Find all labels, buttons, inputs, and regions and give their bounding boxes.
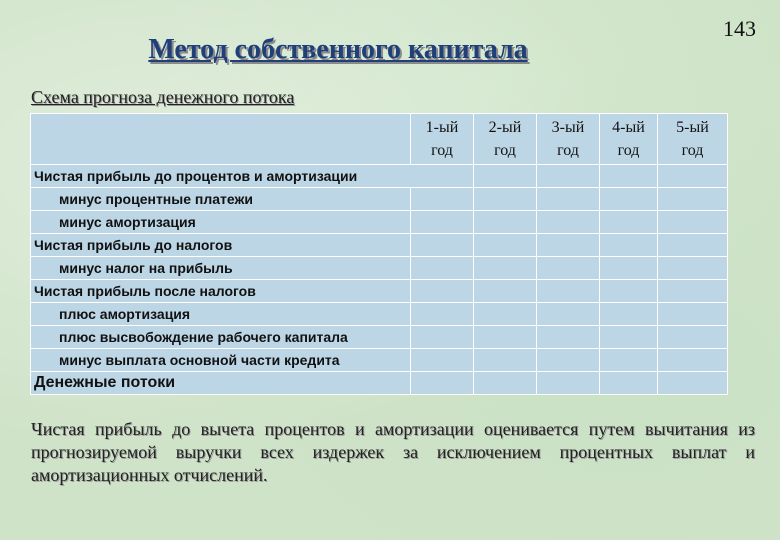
table-cell: [474, 234, 537, 257]
table-cell: [600, 349, 658, 372]
table-cell: [658, 372, 728, 395]
table-row: [31, 257, 728, 280]
table-cell: [537, 372, 600, 395]
table-cell: [600, 257, 658, 280]
table-cell: [600, 280, 658, 303]
table-cell: [537, 280, 600, 303]
table-cell: [474, 280, 537, 303]
table-cell: [411, 280, 474, 303]
year-3-header: 3-ый год: [537, 114, 600, 165]
table-cell: [411, 326, 474, 349]
table-cell: [411, 234, 474, 257]
table-cell: [537, 234, 600, 257]
table-cell: [537, 165, 600, 188]
table-cell: [411, 188, 474, 211]
table-cell: [411, 349, 474, 372]
table-row: [31, 165, 728, 188]
year-5-header: 5-ый год: [658, 114, 728, 165]
table-cell: [411, 257, 474, 280]
table-row: [31, 326, 728, 349]
table-caption: Схема прогноза денежного потока: [31, 87, 295, 107]
table-header-row: [31, 114, 728, 165]
table-row: [31, 211, 728, 234]
table-cell: [658, 234, 728, 257]
table-cell: [474, 165, 537, 188]
row-label: плюс высвобождение рабочего капитала: [31, 326, 411, 349]
row-label: минус выплата основной части кредита: [31, 349, 411, 372]
table-row: [31, 349, 728, 372]
table-cell: [411, 303, 474, 326]
table-cell: [474, 257, 537, 280]
row-label: минус налог на прибыль: [31, 257, 411, 280]
table-cell: [474, 326, 537, 349]
table-cell: [537, 188, 600, 211]
year-1-header: 1-ый год: [411, 114, 474, 165]
table-cell: [658, 165, 728, 188]
table-cell: [600, 211, 658, 234]
table-cell: [411, 372, 474, 395]
table-cell: [658, 257, 728, 280]
table-cell: [474, 211, 537, 234]
header-empty-cell: [31, 114, 411, 165]
table-cell: [600, 326, 658, 349]
table-cell: [600, 372, 658, 395]
table-cell: [474, 188, 537, 211]
table-row: [31, 280, 728, 303]
table-cell: [537, 326, 600, 349]
row-label: минус амортизация: [31, 211, 411, 234]
table-row: [31, 234, 728, 257]
table-cell: [474, 349, 537, 372]
table-cell: [600, 165, 658, 188]
table-row: [31, 303, 728, 326]
table-cell: [658, 303, 728, 326]
table-cell: [537, 349, 600, 372]
row-label: Денежные потоки: [31, 372, 411, 395]
row-label: Чистая прибыль после налогов: [31, 280, 411, 303]
row-label: плюс амортизация: [31, 303, 411, 326]
row-label: Чистая прибыль до процентов и амортизации: [31, 165, 474, 188]
table-cell: [658, 211, 728, 234]
table-cell: [658, 188, 728, 211]
table-cell: [474, 372, 537, 395]
table-cell: [658, 349, 728, 372]
table-cell: [600, 234, 658, 257]
table-cell: [537, 211, 600, 234]
year-2-header: 2-ый год: [474, 114, 537, 165]
table-row: [31, 188, 728, 211]
table-cell: [537, 303, 600, 326]
row-label: Чистая прибыль до налогов: [31, 234, 411, 257]
table-cell: [474, 303, 537, 326]
table-cell: [411, 211, 474, 234]
description-paragraph: Чистая прибыль до вычета процентов и амортизации оценивается путем вычитания из прогнозируемой выручки всех издержек за исключением процентных выплат и амортизационных отчислений.: [31, 419, 755, 485]
table-cell: [537, 257, 600, 280]
table-cell: [658, 326, 728, 349]
slide-title: Метод собственного капитала: [148, 34, 528, 65]
table-cell: [600, 303, 658, 326]
row-label: минус процентные платежи: [31, 188, 411, 211]
year-4-header: 4-ый год: [600, 114, 658, 165]
page-number: 143: [723, 16, 756, 41]
cash-flow-table: [30, 113, 728, 395]
table-cell: [658, 280, 728, 303]
table-row: [31, 372, 728, 395]
table-cell: [600, 188, 658, 211]
